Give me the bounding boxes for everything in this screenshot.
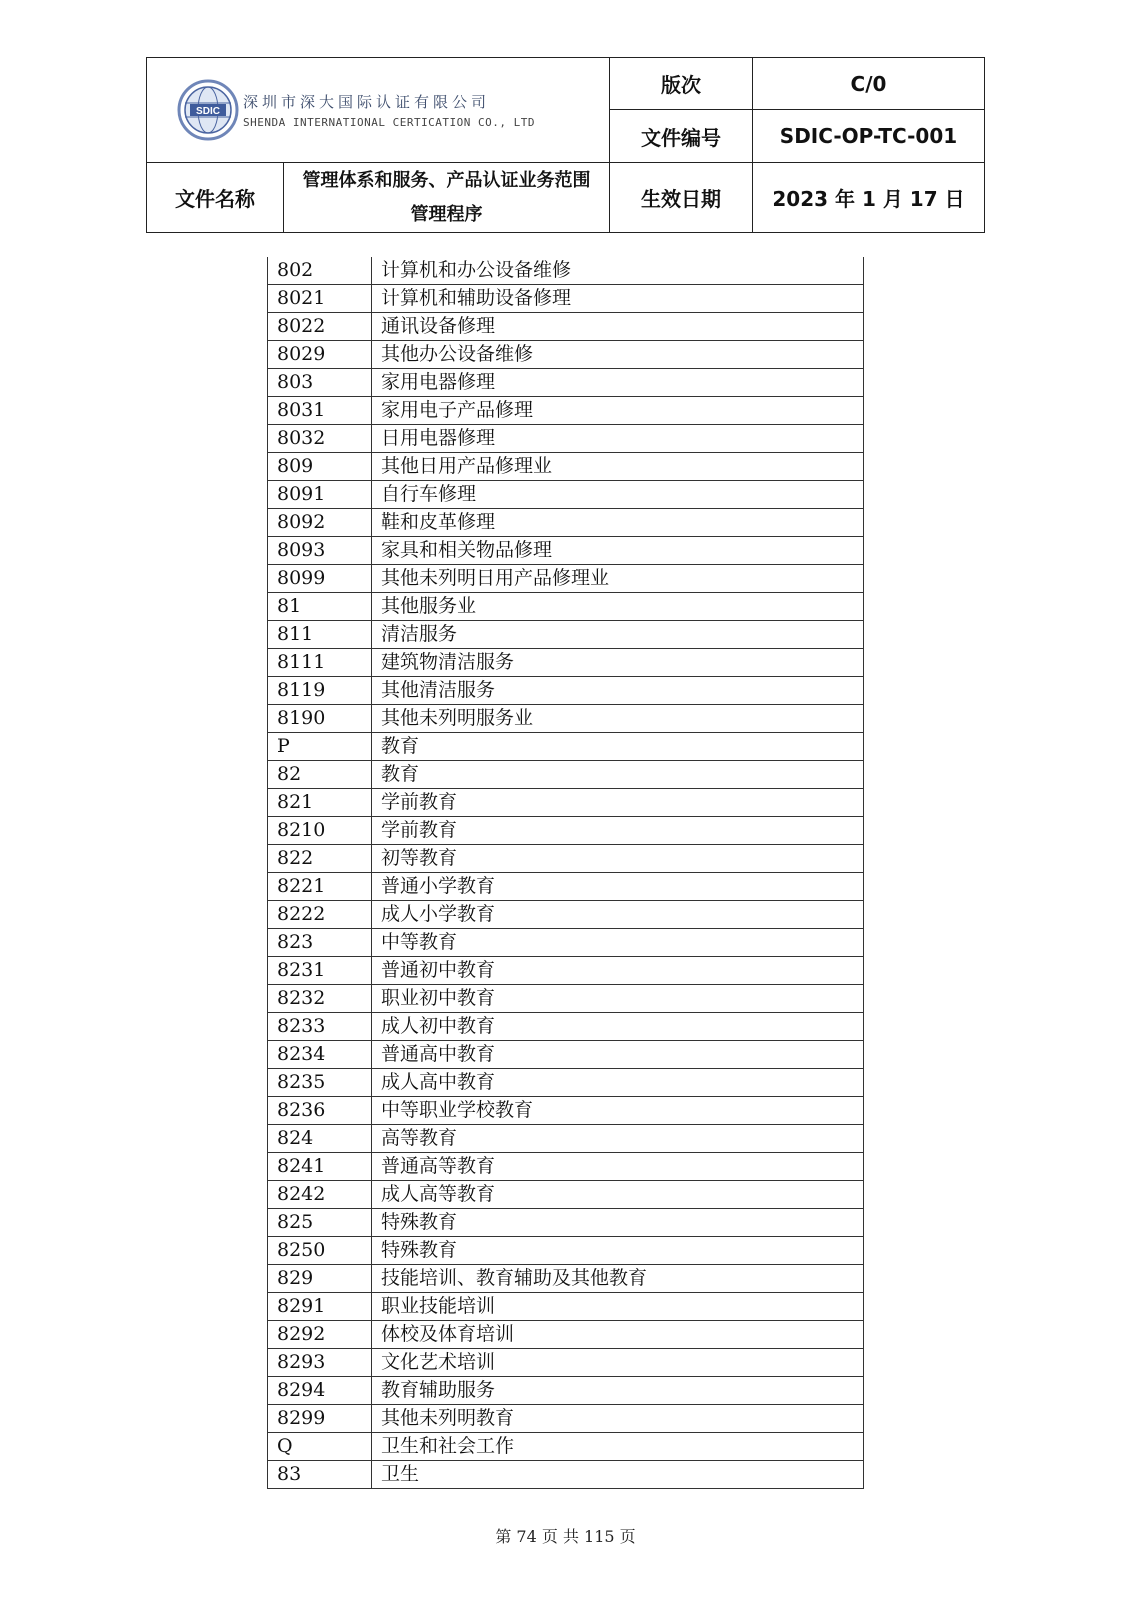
scope-code-cell: 8222 xyxy=(268,901,372,929)
version-value: C/0 xyxy=(753,58,985,110)
company-logo-icon xyxy=(177,79,239,141)
scope-name-cell: 建筑物清洁服务 xyxy=(372,649,864,677)
svg-text:SDIC: SDIC xyxy=(196,106,220,117)
scope-code-cell: 8119 xyxy=(268,677,372,705)
scope-code-cell: 8190 xyxy=(268,705,372,733)
table-row xyxy=(268,341,864,369)
scope-name-cell: 清洁服务 xyxy=(372,621,864,649)
scope-name-cell: 教育辅助服务 xyxy=(372,1377,864,1405)
table-row xyxy=(268,733,864,761)
scope-code-cell: 802 xyxy=(268,257,372,285)
business-scope-table xyxy=(267,257,864,1489)
table-row xyxy=(268,1321,864,1349)
table-row xyxy=(268,1461,864,1489)
effective-date-label: 生效日期 xyxy=(610,163,753,233)
scope-code-cell: 8111 xyxy=(268,649,372,677)
table-row xyxy=(268,1069,864,1097)
scope-name-cell: 卫生和社会工作 xyxy=(372,1433,864,1461)
table-row xyxy=(268,425,864,453)
table-row xyxy=(268,705,864,733)
scope-name-cell: 成人高中教育 xyxy=(372,1069,864,1097)
scope-code-cell: 8292 xyxy=(268,1321,372,1349)
table-row xyxy=(268,677,864,705)
table-row xyxy=(268,481,864,509)
table-row xyxy=(268,1181,864,1209)
doc-name-value: 管理体系和服务、产品认证业务范围管理程序 xyxy=(284,163,610,233)
table-row xyxy=(268,1405,864,1433)
table-row xyxy=(268,1153,864,1181)
scope-code-cell: 803 xyxy=(268,369,372,397)
scope-code-cell: 8092 xyxy=(268,509,372,537)
scope-code-cell: 8031 xyxy=(268,397,372,425)
table-row xyxy=(268,509,864,537)
scope-name-cell: 家用电器修理 xyxy=(372,369,864,397)
scope-name-cell: 普通初中教育 xyxy=(372,957,864,985)
scope-name-cell: 学前教育 xyxy=(372,789,864,817)
scope-code-cell: 825 xyxy=(268,1209,372,1237)
table-row xyxy=(268,285,864,313)
scope-name-cell: 学前教育 xyxy=(372,817,864,845)
page-number: 第 74 页 共 115 页 xyxy=(495,1527,636,1546)
scope-code-cell: 8021 xyxy=(268,285,372,313)
scope-name-cell: 普通高中教育 xyxy=(372,1041,864,1069)
table-row xyxy=(268,649,864,677)
table-row xyxy=(268,1349,864,1377)
scope-code-cell: 8210 xyxy=(268,817,372,845)
scope-name-cell: 其他日用产品修理业 xyxy=(372,453,864,481)
scope-name-cell: 鞋和皮革修理 xyxy=(372,509,864,537)
scope-name-cell: 中等教育 xyxy=(372,929,864,957)
table-row xyxy=(268,761,864,789)
table-row xyxy=(268,985,864,1013)
scope-code-cell: 8235 xyxy=(268,1069,372,1097)
table-row xyxy=(268,817,864,845)
table-row xyxy=(268,453,864,481)
scope-code-cell: 824 xyxy=(268,1125,372,1153)
scope-code-cell: 8241 xyxy=(268,1153,372,1181)
scope-name-cell: 特殊教育 xyxy=(372,1237,864,1265)
scope-code-cell: 823 xyxy=(268,929,372,957)
table-row xyxy=(268,257,864,285)
scope-name-cell: 文化艺术培训 xyxy=(372,1349,864,1377)
effective-date-value: 2023 年 1 月 17 日 xyxy=(753,163,985,233)
version-label: 版次 xyxy=(610,58,753,110)
scope-code-cell: 81 xyxy=(268,593,372,621)
scope-code-cell: 8250 xyxy=(268,1237,372,1265)
table-row xyxy=(268,1013,864,1041)
table-row xyxy=(268,1237,864,1265)
scope-name-cell: 计算机和办公设备维修 xyxy=(372,257,864,285)
scope-code-cell: 8291 xyxy=(268,1293,372,1321)
scope-name-cell: 普通小学教育 xyxy=(372,873,864,901)
table-row xyxy=(268,1265,864,1293)
scope-name-cell: 计算机和辅助设备修理 xyxy=(372,285,864,313)
company-logo-block xyxy=(147,58,610,163)
scope-code-cell: 8093 xyxy=(268,537,372,565)
table-row xyxy=(268,621,864,649)
company-name-cn: 深圳市深大国际认证有限公司 xyxy=(243,93,491,111)
scope-code-cell: 8299 xyxy=(268,1405,372,1433)
scope-code-cell: 82 xyxy=(268,761,372,789)
scope-name-cell: 成人高等教育 xyxy=(372,1181,864,1209)
scope-code-cell: 8293 xyxy=(268,1349,372,1377)
scope-name-cell: 体校及体育培训 xyxy=(372,1321,864,1349)
scope-name-cell: 中等职业学校教育 xyxy=(372,1097,864,1125)
scope-name-cell: 职业初中教育 xyxy=(372,985,864,1013)
scope-name-cell: 技能培训、教育辅助及其他教育 xyxy=(372,1265,864,1293)
scope-code-cell: 8032 xyxy=(268,425,372,453)
scope-name-cell: 其他未列明日用产品修理业 xyxy=(372,565,864,593)
table-row xyxy=(268,1377,864,1405)
scope-code-cell: 8232 xyxy=(268,985,372,1013)
scope-code-cell: 821 xyxy=(268,789,372,817)
scope-code-cell: Q xyxy=(268,1433,372,1461)
scope-code-cell: 8236 xyxy=(268,1097,372,1125)
scope-code-cell: 83 xyxy=(268,1461,372,1489)
doc-number-value: SDIC-OP-TC-001 xyxy=(753,110,985,163)
table-row xyxy=(268,845,864,873)
scope-name-cell: 高等教育 xyxy=(372,1125,864,1153)
table-row xyxy=(268,901,864,929)
scope-name-cell: 自行车修理 xyxy=(372,481,864,509)
table-row xyxy=(268,397,864,425)
table-row xyxy=(268,593,864,621)
table-row xyxy=(268,1041,864,1069)
scope-name-cell: 其他未列明教育 xyxy=(372,1405,864,1433)
scope-code-cell: 822 xyxy=(268,845,372,873)
scope-name-cell: 家用电子产品修理 xyxy=(372,397,864,425)
table-row xyxy=(268,873,864,901)
scope-code-cell: P xyxy=(268,733,372,761)
scope-name-cell: 特殊教育 xyxy=(372,1209,864,1237)
scope-name-cell: 其他服务业 xyxy=(372,593,864,621)
table-row xyxy=(268,1293,864,1321)
scope-name-cell: 家具和相关物品修理 xyxy=(372,537,864,565)
doc-number-label: 文件编号 xyxy=(610,110,753,163)
scope-name-cell: 成人初中教育 xyxy=(372,1013,864,1041)
table-row xyxy=(268,313,864,341)
scope-code-cell: 8234 xyxy=(268,1041,372,1069)
scope-code-cell: 8022 xyxy=(268,313,372,341)
table-row xyxy=(268,565,864,593)
scope-name-cell: 成人小学教育 xyxy=(372,901,864,929)
table-row xyxy=(268,1125,864,1153)
scope-name-cell: 通讯设备修理 xyxy=(372,313,864,341)
table-row xyxy=(268,1433,864,1461)
scope-code-cell: 8294 xyxy=(268,1377,372,1405)
table-row xyxy=(268,537,864,565)
scope-code-cell: 8231 xyxy=(268,957,372,985)
table-row xyxy=(268,957,864,985)
scope-name-cell: 其他未列明服务业 xyxy=(372,705,864,733)
scope-name-cell: 其他办公设备维修 xyxy=(372,341,864,369)
scope-code-cell: 829 xyxy=(268,1265,372,1293)
document-header xyxy=(146,57,985,233)
scope-name-cell: 教育 xyxy=(372,733,864,761)
scope-code-cell: 811 xyxy=(268,621,372,649)
table-row xyxy=(268,1209,864,1237)
scope-code-cell: 8221 xyxy=(268,873,372,901)
scope-name-cell: 教育 xyxy=(372,761,864,789)
scope-name-cell: 日用电器修理 xyxy=(372,425,864,453)
company-name-en: SHENDA INTERNATIONAL CERTICATION CO., LTD xyxy=(243,116,536,129)
scope-name-cell: 其他清洁服务 xyxy=(372,677,864,705)
scope-code-cell: 809 xyxy=(268,453,372,481)
table-row xyxy=(268,789,864,817)
table-row xyxy=(268,929,864,957)
scope-name-cell: 职业技能培训 xyxy=(372,1293,864,1321)
scope-name-cell: 普通高等教育 xyxy=(372,1153,864,1181)
scope-code-cell: 8099 xyxy=(268,565,372,593)
scope-code-cell: 8242 xyxy=(268,1181,372,1209)
scope-name-cell: 初等教育 xyxy=(372,845,864,873)
doc-name-label: 文件名称 xyxy=(147,163,284,233)
table-row xyxy=(268,1097,864,1125)
scope-name-cell: 卫生 xyxy=(372,1461,864,1489)
scope-code-cell: 8029 xyxy=(268,341,372,369)
table-row xyxy=(268,369,864,397)
scope-code-cell: 8233 xyxy=(268,1013,372,1041)
scope-code-cell: 8091 xyxy=(268,481,372,509)
